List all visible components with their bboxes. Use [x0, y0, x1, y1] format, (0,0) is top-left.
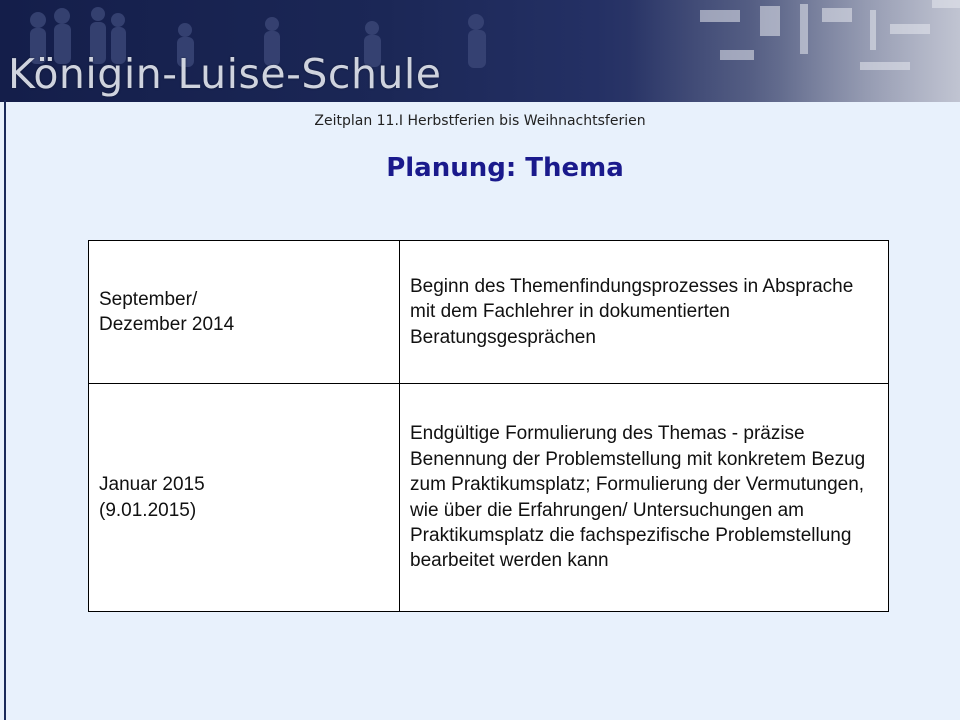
description-text: Beginn des Themenfindungsprozesses in Absprache mit dem Fachlehrer in dokumentierten Beratungsgesprächen	[410, 275, 854, 348]
description-cell	[400, 384, 889, 612]
date-cell	[89, 384, 400, 612]
header-banner	[0, 0, 960, 102]
date-text: September/ Dezember 2014	[99, 288, 235, 335]
table-row	[89, 241, 889, 384]
description-cell	[400, 241, 889, 384]
slide-title: Planung: Thema	[386, 153, 624, 183]
description-text: Endgültige Formulierung des Themas - präzise Benennung der Problemstellung mit konkretem Bezug zum Praktikumsplatz; Formulierung der Vermutungen, wie über die Erfahrungen/ Untersuchungen am Praktikumsplatz die fachspezifische Problemstellung bearbeitet werden kann	[410, 423, 866, 572]
date-text: Januar 2015 (9.01.2015)	[99, 474, 205, 521]
table-row	[89, 384, 889, 612]
slide-subtitle: Zeitplan 11.I Herbstferien bis Weihnachtsferien	[314, 113, 646, 129]
schedule-table	[88, 240, 889, 612]
school-name: Königin-Luise-Schule	[8, 50, 442, 98]
date-cell	[89, 241, 400, 384]
left-border-rule	[4, 100, 6, 720]
